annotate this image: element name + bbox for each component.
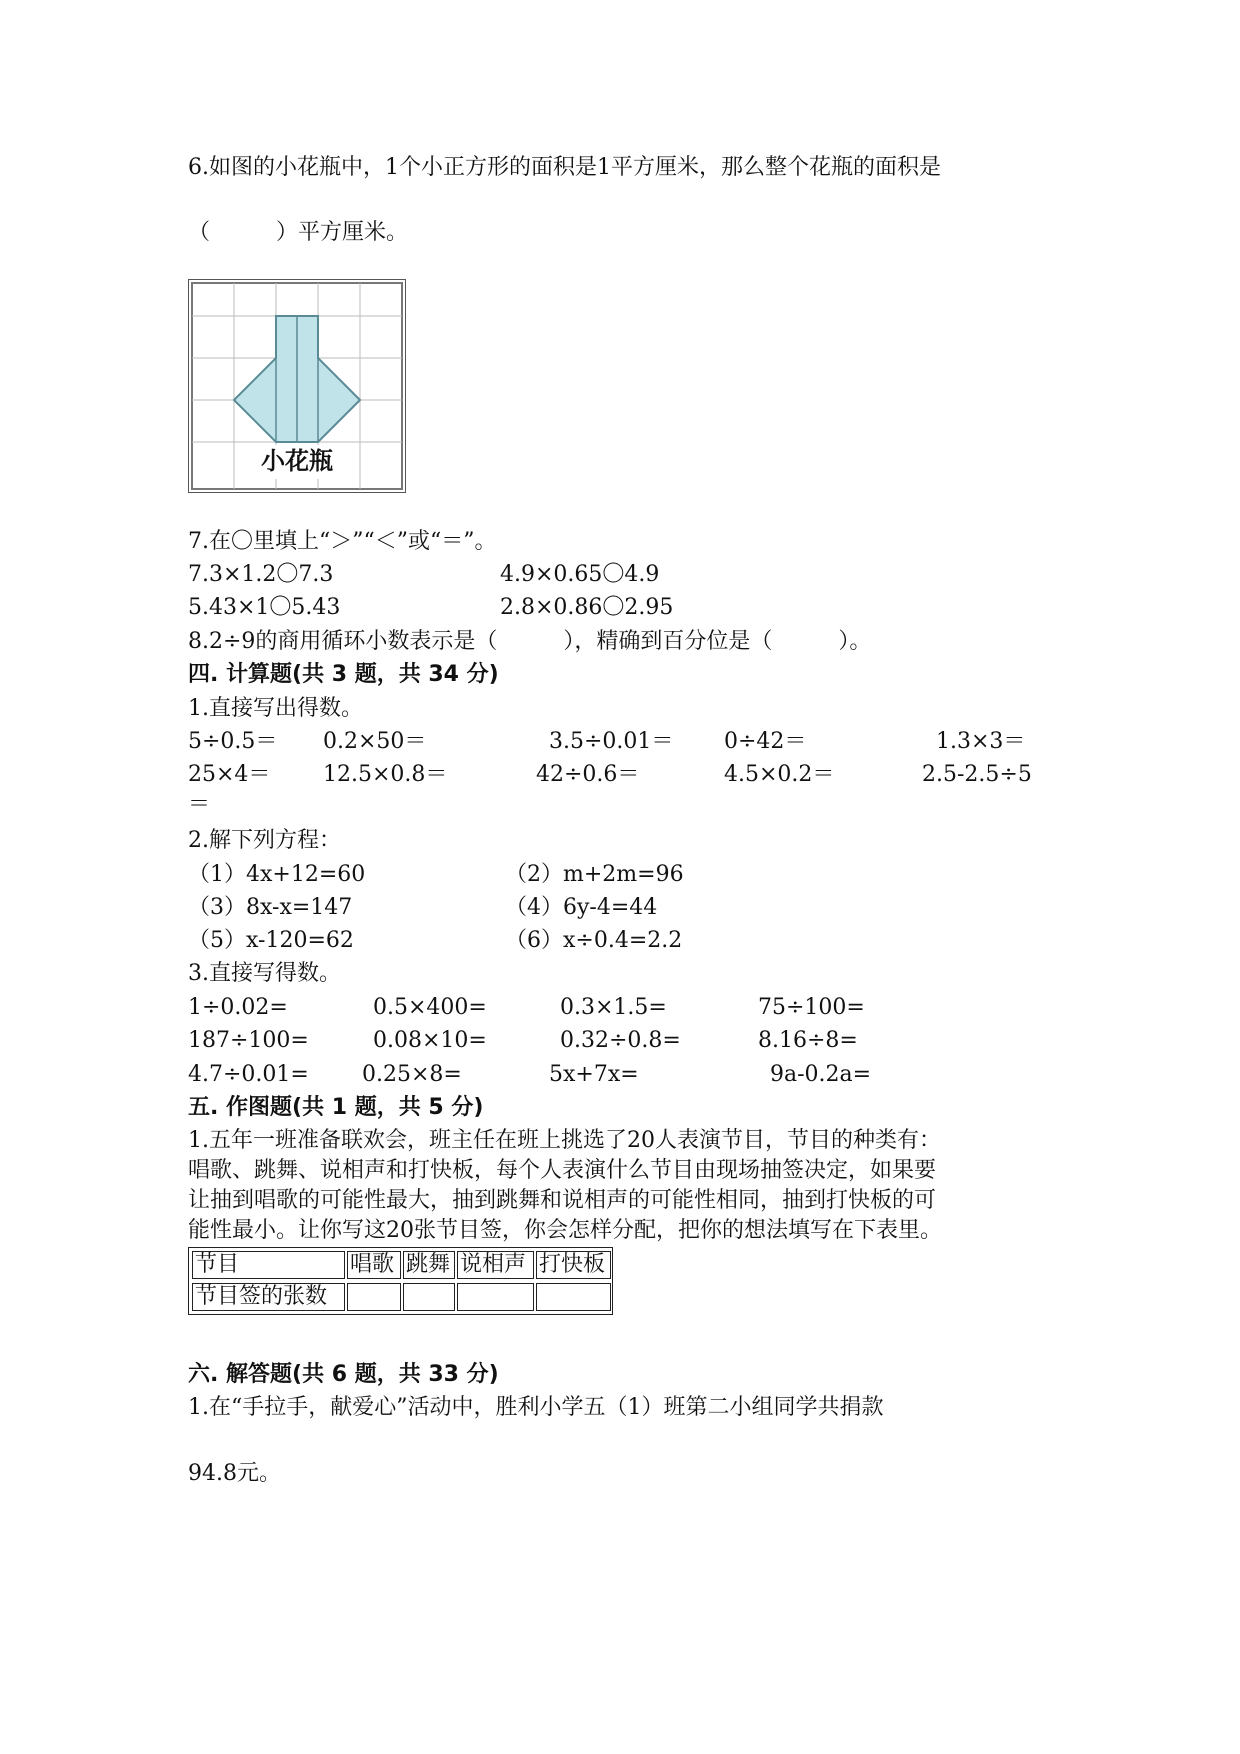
s6-line2: 94.8元。 — [188, 1461, 281, 1486]
s4-p2-eq6: （6）x÷0.4=2.2 — [505, 928, 683, 953]
s4-p3-r2-c3: 0.32÷0.8= — [560, 1028, 681, 1053]
s4-p3-r2-c2: 0.08×10= — [373, 1028, 487, 1053]
q6-line1: 6.如图的小花瓶中，1个小正方形的面积是1平方厘米，那么整个花瓶的面积是 — [188, 155, 941, 180]
s5-line4: 能性最小。让你写这20张节目签，你会怎样分配，把你的想法填写在下表里。 — [188, 1218, 942, 1243]
q7-item-4: 2.8×0.86〇2.95 — [500, 595, 674, 620]
table-input-cell[interactable] — [536, 1283, 611, 1311]
s4-p1-r2-c5: 2.5-2.5÷5 — [922, 762, 1032, 787]
s4-p1-r2-c2: 12.5×0.8＝ — [323, 762, 448, 787]
table-row-label: 节目签的张数 — [192, 1283, 345, 1311]
s4-p1-r1-c2: 0.2×50＝ — [323, 729, 427, 754]
q7-title: 7.在〇里填上“＞”“＜”或“＝”。 — [188, 529, 497, 554]
section5-heading: 五. 作图题(共 1 题，共 5 分) — [188, 1095, 484, 1120]
q7-item-1: 7.3×1.2〇7.3 — [188, 562, 334, 587]
s4-p2-title: 2.解下列方程： — [188, 828, 341, 853]
s4-p3-r3-c3: 5x+7x= — [549, 1062, 639, 1087]
s4-p1-title: 1.直接写出得数。 — [188, 696, 363, 721]
s5-line3: 让抽到唱歌的可能性最大，抽到跳舞和说相声的可能性相同，抽到打快板的可 — [188, 1188, 937, 1213]
table-input-cell[interactable] — [347, 1283, 401, 1311]
s4-p1-r1-c3: 3.5÷0.01＝ — [549, 729, 674, 754]
table-header-cell: 节目 — [192, 1251, 345, 1279]
s4-p3-r2-c1: 187÷100= — [188, 1028, 309, 1053]
s4-p1-r2-c4: 4.5×0.2＝ — [724, 762, 835, 787]
s4-p1-r1-c4: 0÷42＝ — [724, 729, 807, 754]
vase-figure — [188, 279, 406, 493]
s4-p1-r2-wrap: ＝ — [188, 792, 211, 817]
table-row — [192, 1283, 609, 1311]
section4-heading: 四. 计算题(共 3 题，共 34 分) — [188, 662, 499, 687]
table-input-cell[interactable] — [457, 1283, 534, 1311]
s6-line1: 1.在“手拉手，献爱心”活动中，胜利小学五（1）班第二小组同学共捐款 — [188, 1395, 884, 1420]
s4-p1-r2-c1: 25×4＝ — [188, 762, 271, 787]
s4-p3-r1-c3: 0.3×1.5= — [560, 995, 667, 1020]
table-header-cell: 打快板 — [536, 1251, 611, 1279]
s4-p3-r1-c2: 0.5×400= — [373, 995, 487, 1020]
table-header-row — [192, 1251, 609, 1279]
q8-text: 8.2÷9的商用循环小数表示是（ ），精确到百分位是（ ）。 — [188, 629, 872, 654]
s4-p3-r3-c4: 9a-0.2a= — [770, 1062, 872, 1087]
q7-item-3: 5.43×1〇5.43 — [188, 595, 341, 620]
table-header-cell: 跳舞 — [403, 1251, 455, 1279]
s4-p1-r2-c3: 42÷0.6＝ — [536, 762, 640, 787]
allocation-table — [188, 1247, 613, 1315]
section6-heading: 六. 解答题(共 6 题，共 33 分) — [188, 1362, 499, 1387]
s4-p2-eq1: （1）4x+12=60 — [188, 862, 366, 887]
s4-p3-r1-c1: 1÷0.02= — [188, 995, 288, 1020]
s4-p3-r3-c2: 0.25×8= — [362, 1062, 462, 1087]
table-header-cell: 说相声 — [457, 1251, 534, 1279]
s4-p2-eq4: （4）6y-4=44 — [505, 895, 658, 920]
table-header-cell: 唱歌 — [347, 1251, 401, 1279]
s4-p1-r1-c1: 5÷0.5＝ — [188, 729, 278, 754]
s5-line1: 1.五年一班准备联欢会，班主任在班上挑选了20人表演节目，节目的种类有： — [188, 1128, 941, 1153]
vase-label: 小花瓶 — [261, 447, 333, 475]
s4-p3-r1-c4: 75÷100= — [758, 995, 865, 1020]
q7-item-2: 4.9×0.65〇4.9 — [500, 562, 660, 587]
s4-p3-r3-c1: 4.7÷0.01= — [188, 1062, 309, 1087]
s4-p3-r2-c4: 8.16÷8= — [758, 1028, 858, 1053]
s4-p2-eq2: （2）m+2m=96 — [505, 862, 684, 887]
s4-p3-title: 3.直接写得数。 — [188, 961, 341, 986]
s5-line2: 唱歌、跳舞、说相声和打快板，每个人表演什么节目由现场抽签决定，如果要 — [188, 1158, 937, 1183]
s4-p1-r1-c5: 1.3×3＝ — [936, 729, 1026, 754]
s4-p2-eq3: （3）8x-x=147 — [188, 895, 353, 920]
q6-line2: （ ）平方厘米。 — [188, 220, 409, 245]
table-input-cell[interactable] — [403, 1283, 455, 1311]
s4-p2-eq5: （5）x-120=62 — [188, 928, 354, 953]
